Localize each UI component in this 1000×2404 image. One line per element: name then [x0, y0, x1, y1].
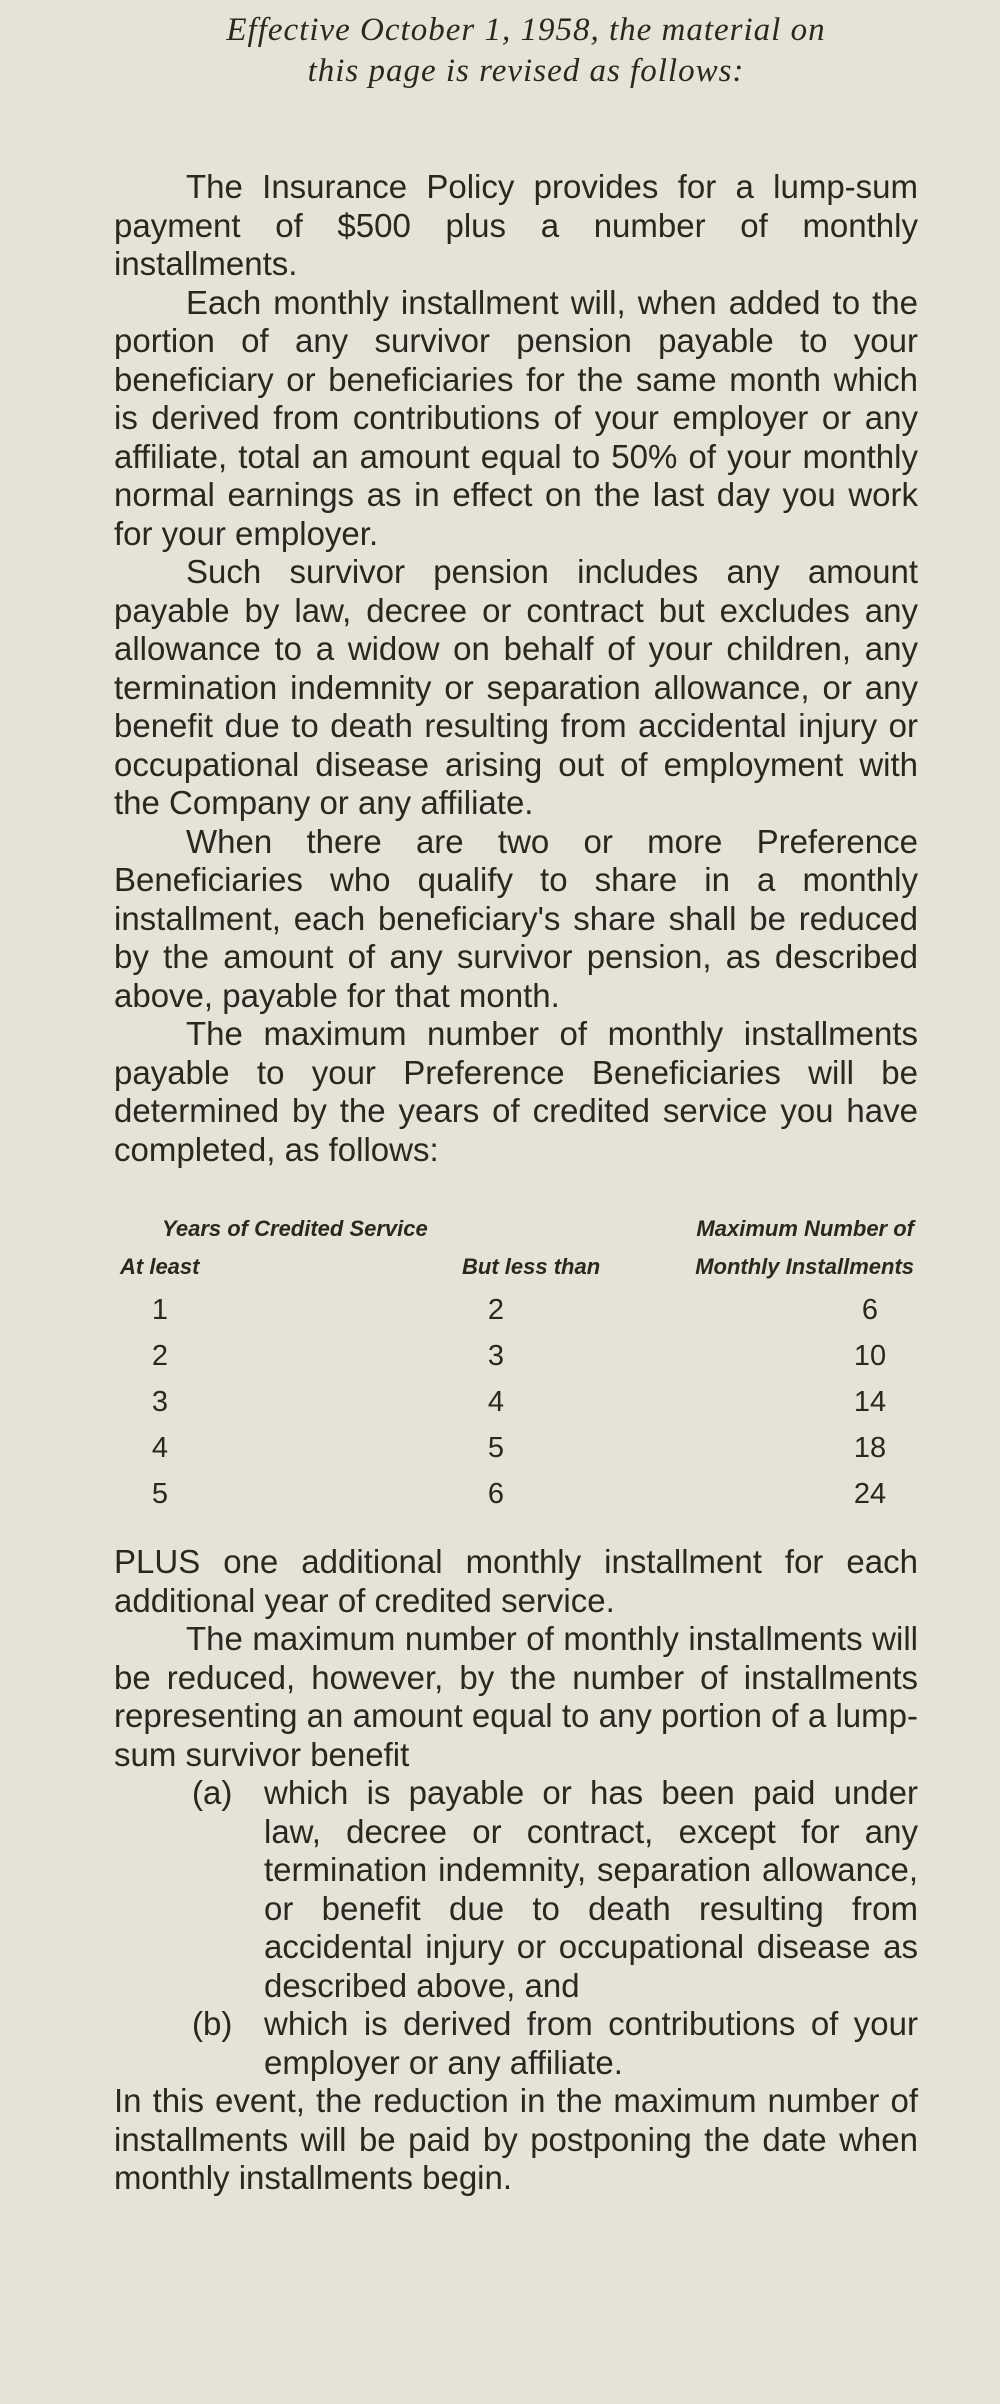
installments-table: [114, 1211, 914, 1517]
paragraph-maximum-installments: The maximum number of monthly installments payable to your Preference Beneficiaries will be determined by the years of credited service you have completed, as follows:: [114, 1015, 918, 1168]
list-marker: (b): [192, 2005, 233, 2042]
table-row: [114, 1333, 914, 1379]
table-column-header-row: [114, 1247, 914, 1287]
table-row: [114, 1287, 914, 1333]
cell-less-than: 5: [487, 1432, 505, 1464]
header-line-1: Effective October 1, 1958, the material on: [226, 12, 826, 48]
paragraph-monthly-installment: Each monthly installment will, when added to the portion of any survivor pension payable to your beneficiary or beneficiaries for the same month which is derived from contributions of your employer or any affiliate, total an amount equal to 50% of your monthly normal earnings as in effect on the last day you work for your employer.: [114, 283, 918, 552]
header-line-2: this page is revised as follows:: [307, 53, 745, 89]
list-marker: (a): [192, 1774, 233, 1811]
cell-at-least: 2: [151, 1340, 169, 1372]
policy-body: [114, 168, 918, 2198]
cell-installments: 24: [853, 1478, 887, 1510]
revision-header: [114, 10, 918, 92]
paragraph-survivor-pension: Such survivor pension includes any amount payable by law, decree or contract but excludes any allowance to a widow on behalf of your children, any termination indemnity or separation allowance, or any benefit due to death resulting from accidental injury or occupational disease arising out of employment with the Company or any affiliate.: [114, 553, 918, 821]
table-row: [114, 1471, 914, 1517]
table-row: [114, 1379, 914, 1425]
years-credited-service-header: Years of Credited Service: [162, 1216, 428, 1241]
cell-at-least: 5: [151, 1478, 169, 1510]
less-than-header: But less than: [462, 1254, 601, 1279]
cell-at-least: 4: [151, 1432, 169, 1464]
paragraph-postponement: In this event, the reduction in the maximum number of installments will be paid by postponing the date when monthly installments begin.: [114, 2082, 918, 2196]
at-least-header: At least: [120, 1254, 200, 1279]
paragraph-lump-sum: The Insurance Policy provides for a lump-sum payment of $500 plus a number of monthly installments.: [114, 168, 918, 282]
table-row: [114, 1425, 914, 1471]
paragraph-plus-additional: PLUS one additional monthly installment for each additional year of credited service.: [114, 1543, 918, 1619]
cell-installments: 14: [853, 1386, 887, 1418]
table-group-header-row: [114, 1211, 914, 1247]
cell-less-than: 3: [487, 1340, 505, 1372]
cell-less-than: 2: [487, 1294, 505, 1326]
cell-installments: 10: [853, 1340, 887, 1372]
paragraph-preference-beneficiaries: When there are two or more Preference Beneficiaries who qualify to share in a monthly installment, each beneficiary's share shall be reduced by the amount of any survivor pension, as described above, payable for that month.: [114, 822, 918, 1014]
list-text: which is payable or has been paid under law, decree or contract, except for any termination indemnity, separation allowance, or benefit due to death resulting from accidental injury or occupational disease as described above, and: [264, 1774, 918, 2004]
list-item: [192, 1774, 918, 2005]
list-text: which is derived from contributions of your employer or any affiliate.: [264, 2005, 918, 2081]
cell-at-least: 1: [151, 1294, 169, 1326]
cell-less-than: 4: [487, 1386, 505, 1418]
paragraph-reduction: The maximum number of monthly installments will be reduced, however, by the number of installments representing an amount equal to any portion of a lump-sum survivor benefit: [114, 1620, 918, 1773]
cell-installments: 6: [861, 1294, 879, 1326]
cell-installments: 18: [853, 1432, 887, 1464]
monthly-installments-header: Monthly Installments: [695, 1254, 914, 1279]
table-rows: [114, 1287, 914, 1517]
cell-at-least: 3: [151, 1386, 169, 1418]
list-item: [192, 2005, 918, 2082]
maximum-number-header: Maximum Number of: [696, 1216, 914, 1241]
cell-less-than: 6: [487, 1478, 505, 1510]
